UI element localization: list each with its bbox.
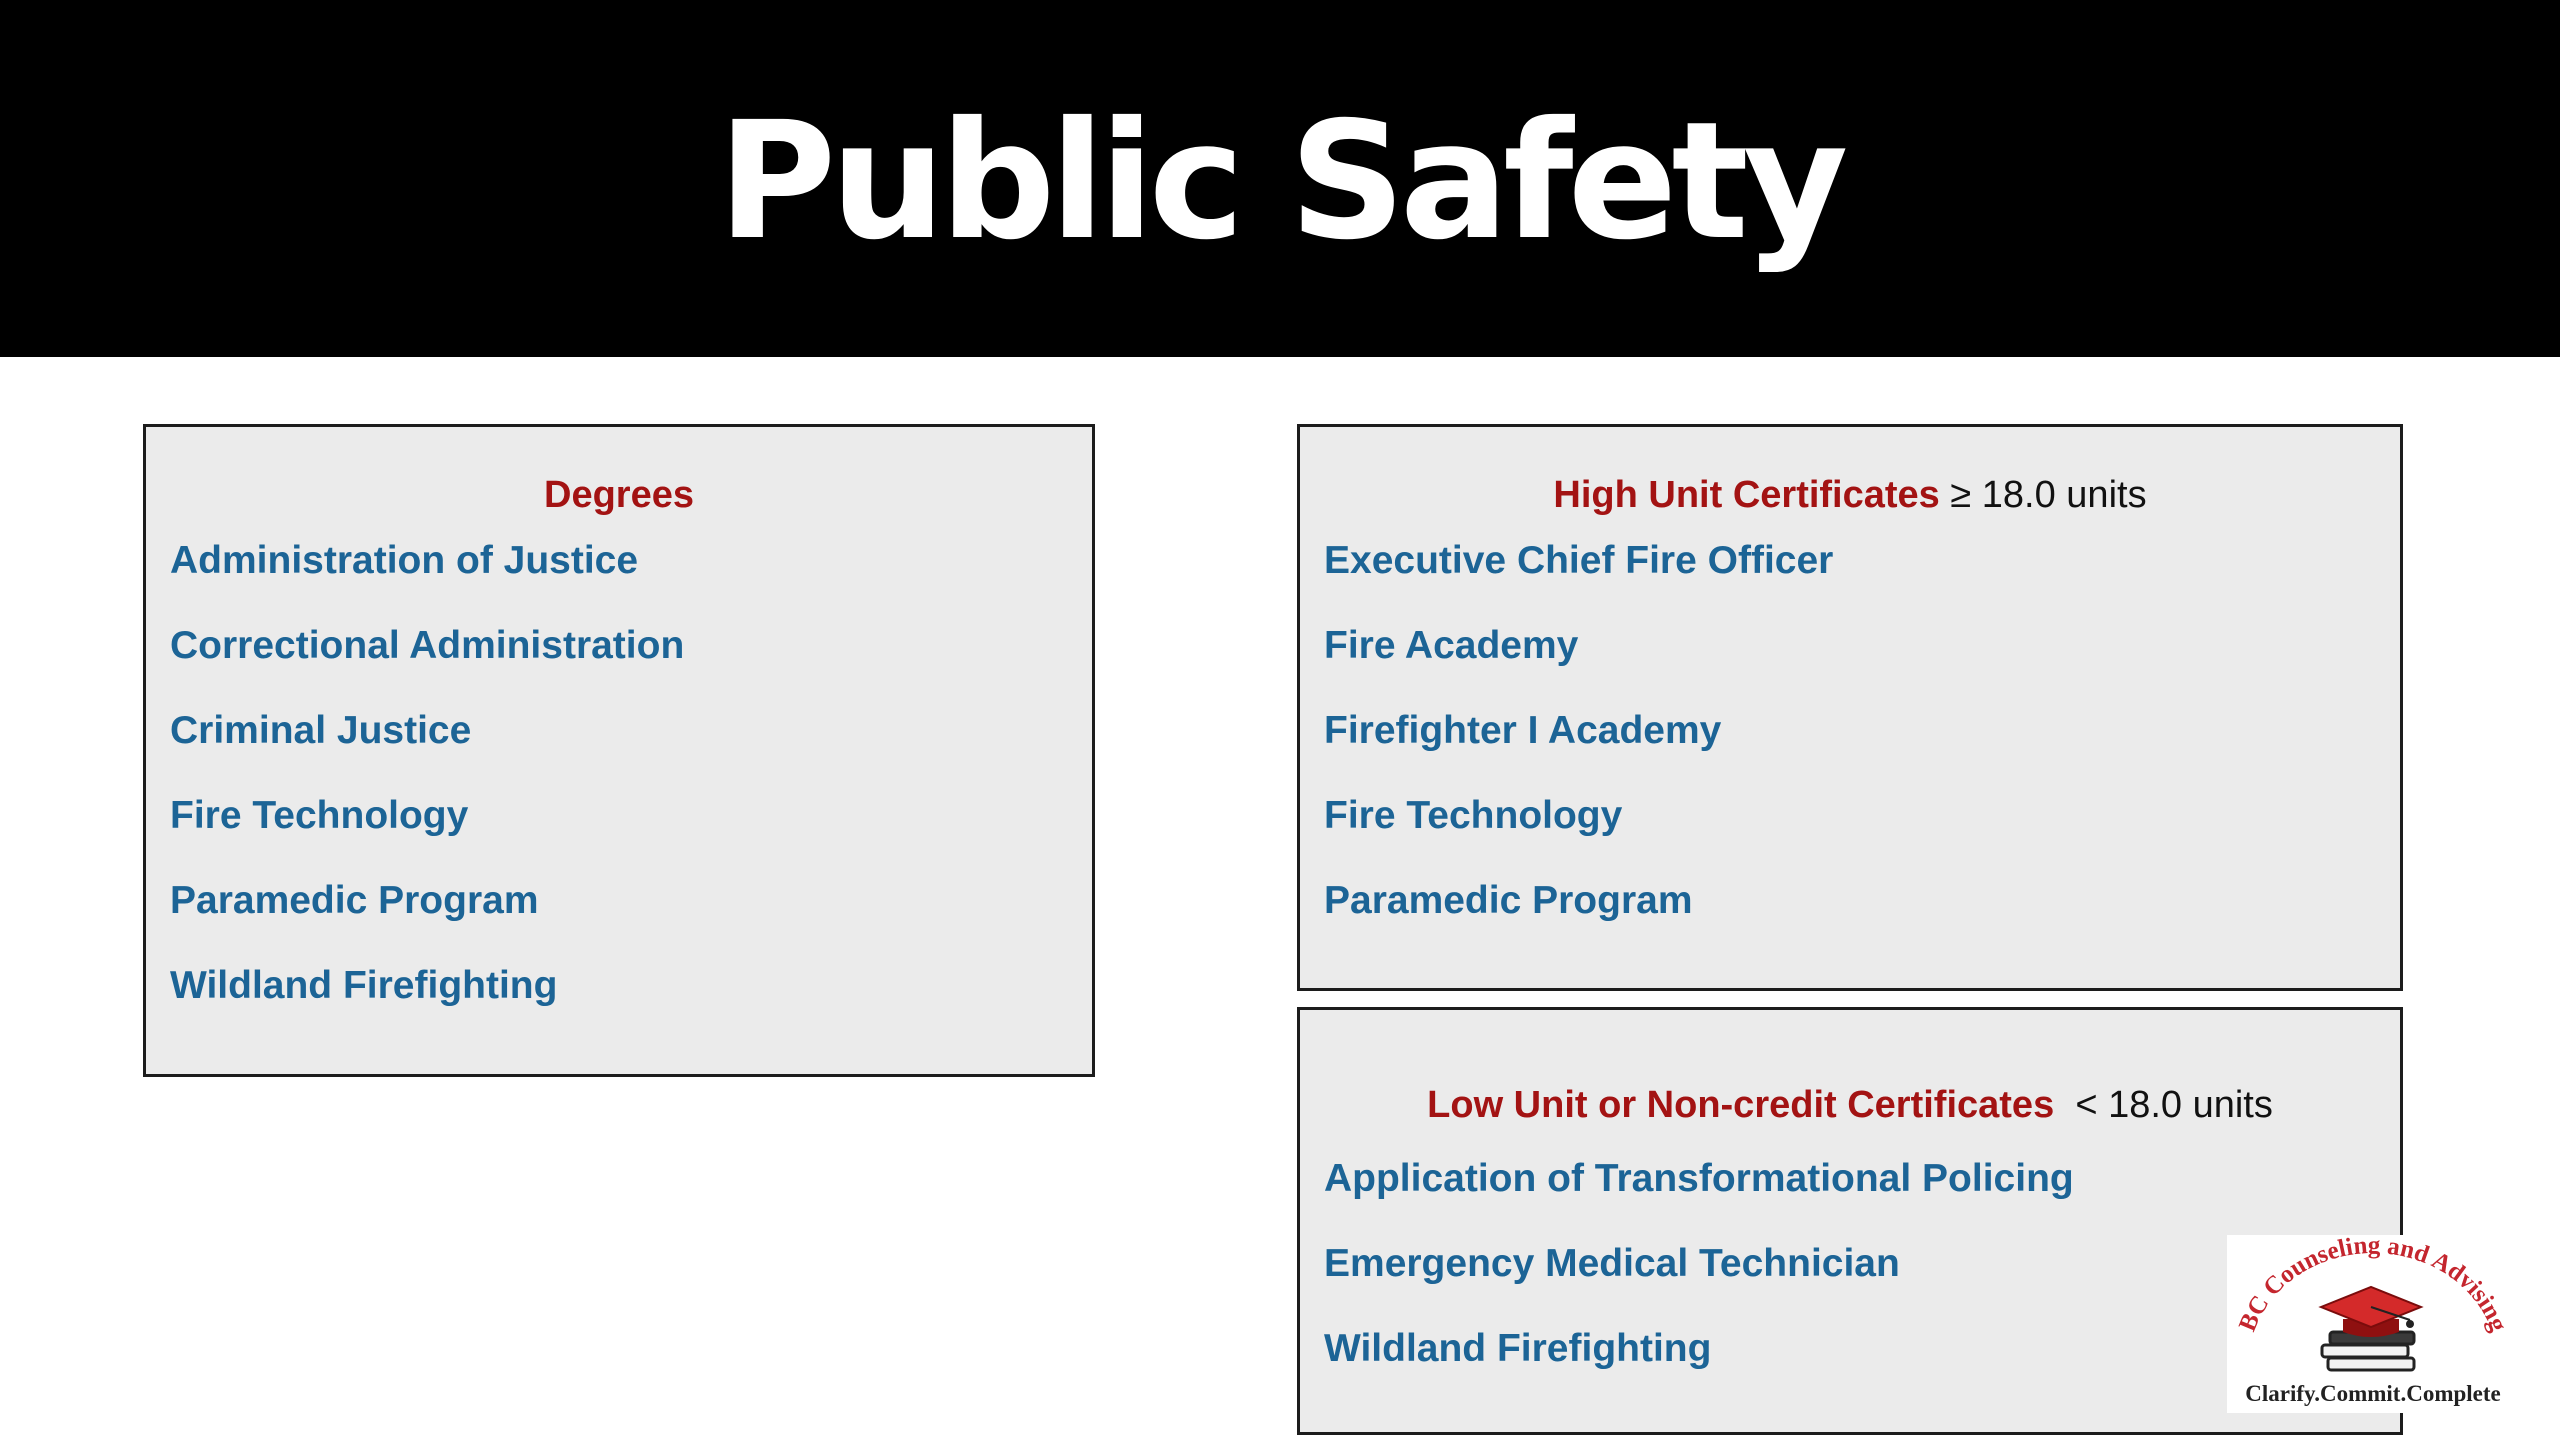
logo-arc-text: BC Counseling and Advising bbox=[2234, 1235, 2513, 1336]
list-item: Wildland Firefighting bbox=[1324, 1327, 1712, 1370]
list-item: Paramedic Program bbox=[170, 879, 539, 922]
list-item: Executive Chief Fire Officer bbox=[1324, 539, 1834, 582]
page-title: Public Safety bbox=[717, 87, 1843, 276]
low-unit-heading-label: Low Unit or Non-credit Certificates bbox=[1427, 1084, 2055, 1126]
high-unit-units-note: ≥ 18.0 units bbox=[1939, 474, 2147, 516]
degrees-heading-label: Degrees bbox=[544, 474, 694, 516]
high-unit-heading-label: High Unit Certificates bbox=[1553, 474, 1940, 516]
list-item: Correctional Administration bbox=[170, 624, 685, 667]
list-item: Fire Technology bbox=[170, 794, 469, 837]
degrees-heading bbox=[146, 472, 1092, 518]
list-item: Wildland Firefighting bbox=[170, 964, 558, 1007]
list-item: Emergency Medical Technician bbox=[1324, 1242, 1900, 1285]
graduation-cap-on-books-icon bbox=[2227, 1235, 2519, 1385]
low-unit-units-note: < 18.0 units bbox=[2054, 1084, 2273, 1126]
degrees-list bbox=[170, 538, 684, 1048]
degrees-panel bbox=[143, 424, 1095, 1077]
low-unit-list bbox=[1324, 1156, 2074, 1411]
high-unit-heading bbox=[1300, 472, 2400, 518]
list-item: Application of Transformational Policing bbox=[1324, 1157, 2074, 1200]
list-item: Fire Academy bbox=[1324, 624, 1579, 667]
list-item: Administration of Justice bbox=[170, 539, 639, 582]
logo-tagline: Clarify.Commit.Complete bbox=[2245, 1381, 2501, 1406]
list-item: Fire Technology bbox=[1324, 794, 1623, 837]
low-unit-heading bbox=[1300, 1082, 2400, 1128]
high-unit-certificates-panel bbox=[1297, 424, 2403, 991]
list-item: Firefighter I Academy bbox=[1324, 709, 1722, 752]
list-item: Criminal Justice bbox=[170, 709, 472, 752]
title-banner bbox=[0, 0, 2560, 357]
high-unit-list bbox=[1324, 538, 1833, 963]
counseling-logo bbox=[2227, 1235, 2519, 1413]
list-item: Paramedic Program bbox=[1324, 879, 1693, 922]
